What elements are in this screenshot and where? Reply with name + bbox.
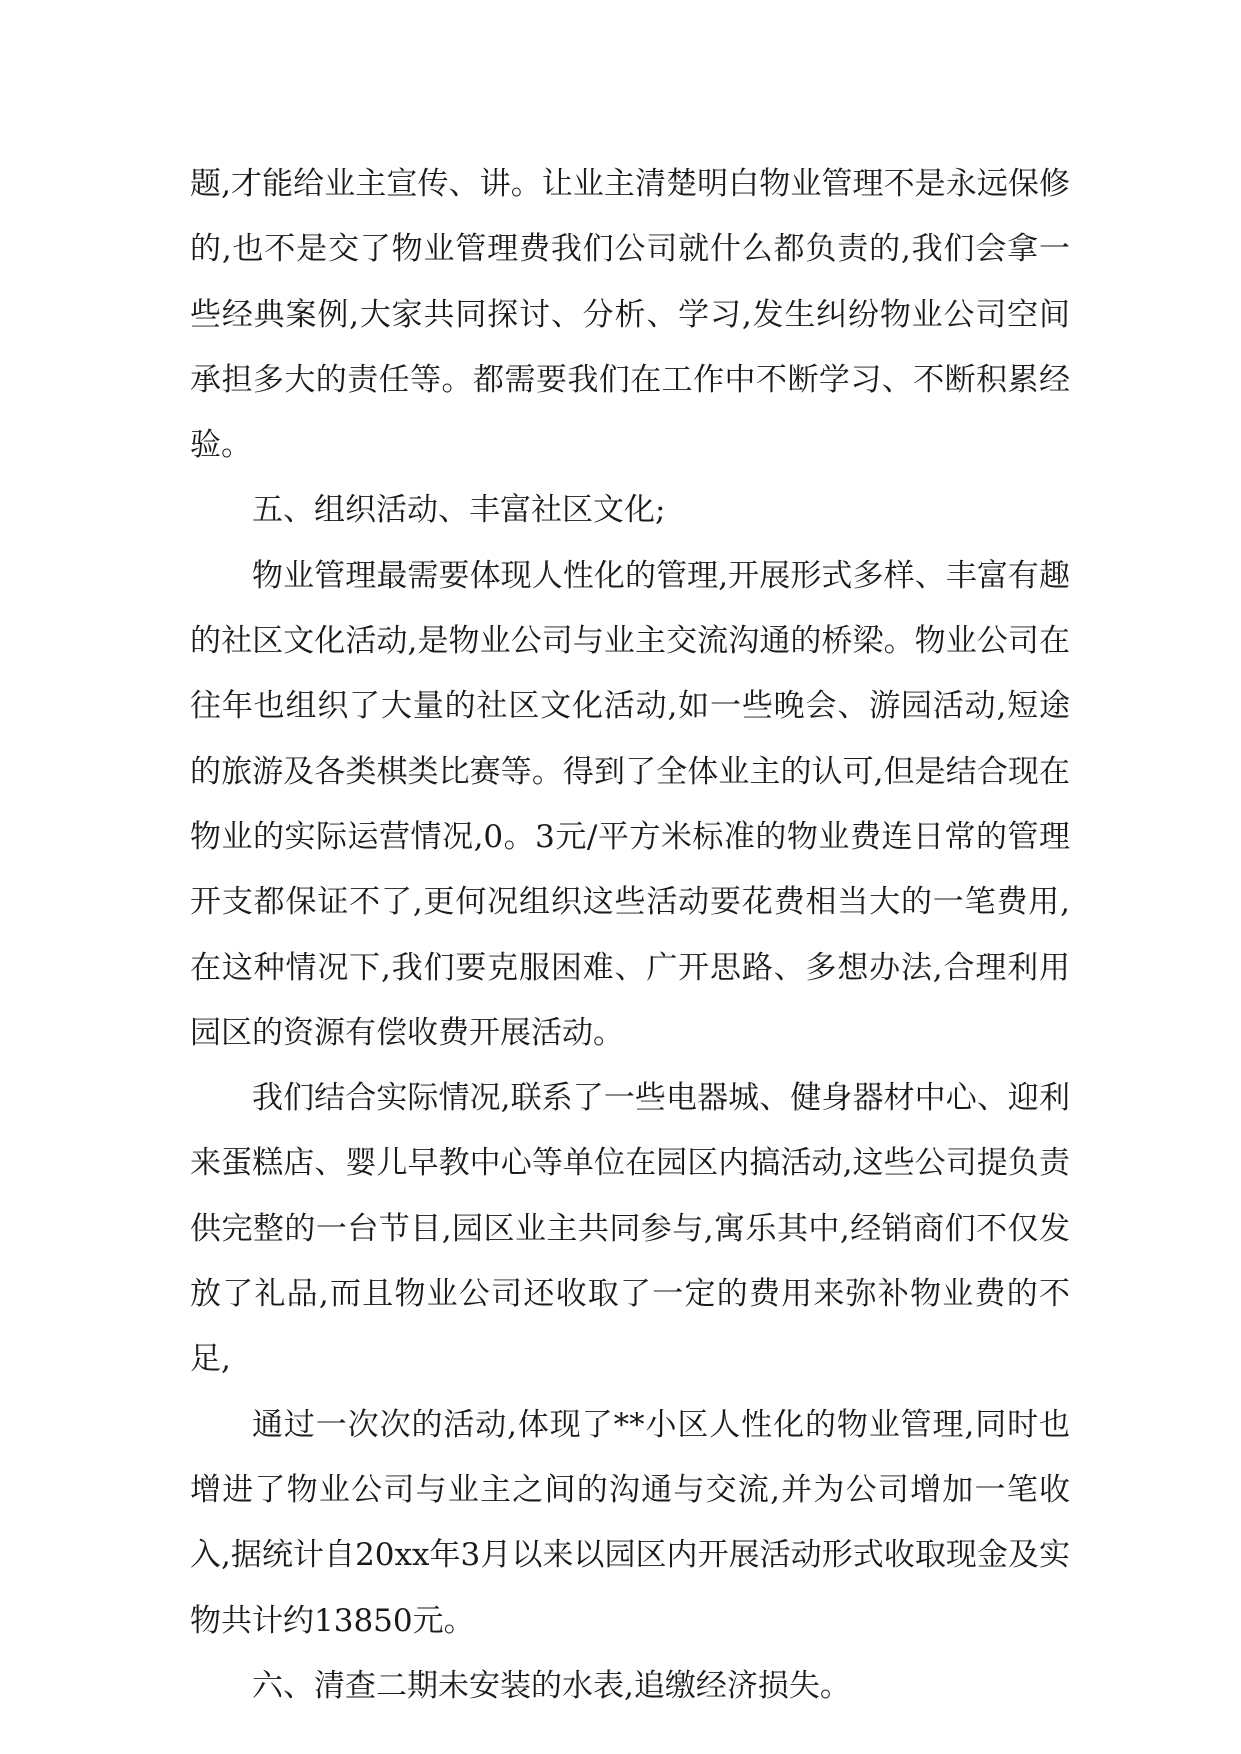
section-heading-five: 五、组织活动、丰富社区文化; xyxy=(252,492,666,529)
section-heading-six: 六、清查二期未安装的水表,追缴经济损失。 xyxy=(252,1667,851,1704)
paragraph-activity-income: 通过一次次的活动,体现了**小区人性化的物业管理,同时也增进了物业公司与业主之间的沟通与交流,并为公司增加一笔收入,据统计自20xx年3月以来以园区内开展活动形式收取现金及实物共计约13850元。 xyxy=(190,1406,1070,1639)
paragraph-community-culture: 物业管理最需要体现人性化的管理,开展形式多样、丰富有趣的社区文化活动,是物业公司与业主交流沟通的桥梁。物业公司在往年也组织了大量的社区文化活动,如一些晚会、游园活动,短途的旅游及各类棋类比赛等。得到了全体业主的认可,但是结合现在物业的实际运营情况,0。3元/平方米标准的物业费连日常的管理开支都保证不了,更何况组织这些活动要花费相当大的一笔费用,在这种情况下,我们要克服困难、广开思路、多想办法,合理利用园区的资源有偿收费开展活动。 xyxy=(190,557,1070,1051)
document-page xyxy=(190,152,1070,1719)
paragraph-continuation: 题,才能给业主宣传、讲。让业主清楚明白物业管理不是永远保修的,也不是交了物业管理费我们公司就什么都负责的,我们会拿一些经典案例,大家共同探讨、分析、学习,发生纠纷物业公司空间承担多大的责任等。都需要我们在工作中不断学习、不断积累经验。 xyxy=(190,166,1070,464)
paragraph-partner-activities: 我们结合实际情况,联系了一些电器城、健身器材中心、迎利来蛋糕店、婴儿早教中心等单位在园区内搞活动,这些公司提负责供完整的一台节目,园区业主共同参与,寓乐其中,经销商们不仅发放了礼品,而且物业公司还收取了一定的费用来弥补物业费的不足, xyxy=(190,1080,1070,1378)
